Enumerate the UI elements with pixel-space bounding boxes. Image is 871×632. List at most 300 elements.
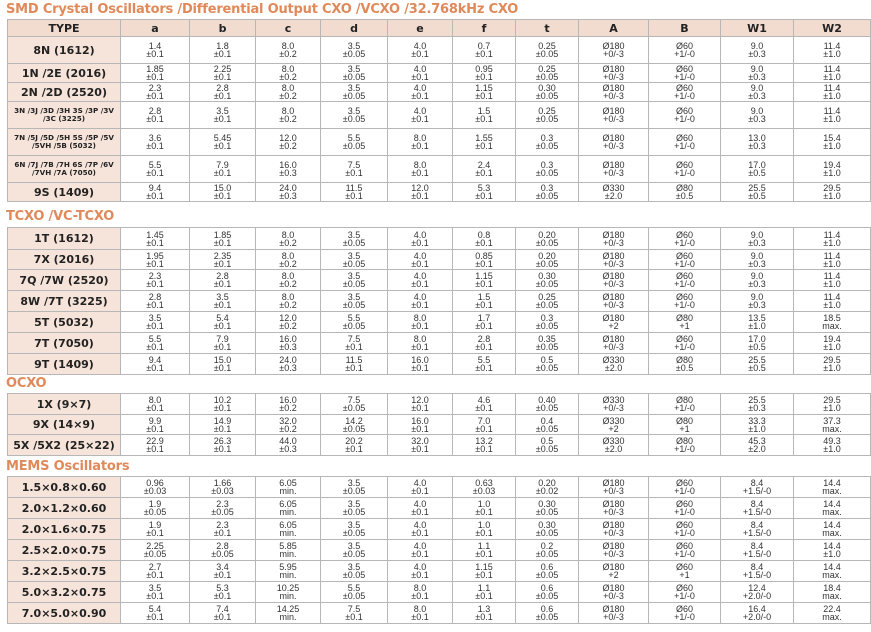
cell-value: Ø60: [675, 478, 693, 488]
cell-tolerance: ±0.1: [411, 363, 429, 373]
cell-value: 3.5: [148, 313, 162, 323]
cell-t: [516, 354, 579, 375]
cell-tolerance: +0/-3: [603, 168, 624, 178]
cell-value: 4.0: [413, 541, 427, 551]
cell-value: 1.5: [477, 106, 491, 116]
cell-tolerance: ±1.0: [823, 168, 841, 178]
cell-f: [453, 102, 516, 129]
cell-value: 5.95: [279, 562, 297, 572]
cell-a: [121, 64, 190, 83]
cell-tolerance: +0/-3: [603, 403, 624, 413]
cell-d: [321, 312, 388, 333]
cell-value: 19.4: [823, 160, 841, 170]
cell-A: [579, 415, 649, 435]
cell-tolerance: +0/-3: [603, 91, 624, 101]
row-type-label: 9S (1409): [8, 183, 121, 202]
cell-tolerance: min.: [279, 549, 297, 559]
cell-tolerance: ±2.0: [748, 444, 766, 454]
row-type-label: 8W /7T (3225): [8, 291, 121, 312]
cell-tolerance: +0/-3: [603, 507, 624, 517]
cell-value: Ø180: [602, 160, 625, 170]
cell-B: [649, 312, 721, 333]
cell-a: [121, 394, 190, 415]
cell-t: [516, 435, 579, 456]
cell-value: 1.0: [477, 520, 491, 530]
cell-tolerance: ±1.0: [823, 444, 841, 454]
cell-tolerance: ±0.1: [213, 141, 232, 151]
cell-value: Ø180: [602, 520, 625, 530]
cell-value: 8.4: [750, 541, 764, 551]
cell-W1: [721, 270, 794, 291]
cell-f: [453, 64, 516, 83]
cell-tolerance: ±0.1: [475, 191, 493, 201]
cell-value: 9.0: [750, 229, 764, 240]
cell-tolerance: ±0.1: [475, 258, 493, 269]
cell-B: [649, 333, 721, 354]
cell-value: 11.4: [823, 271, 841, 281]
cell-tolerance: ±1.0: [823, 72, 841, 82]
cell-tolerance: ±0.1: [213, 114, 232, 124]
cell-f: [453, 228, 516, 250]
cell-value: 8.0: [413, 334, 427, 344]
cell-value: 2.8: [216, 271, 229, 281]
cell-tolerance: ±0.1: [411, 570, 429, 580]
cell-t: [516, 415, 579, 435]
cell-c: [256, 83, 321, 102]
cell-value: 8.0: [148, 395, 162, 405]
cell-W2: [794, 540, 871, 561]
cell-B: [649, 477, 721, 498]
cell-W2: [794, 354, 871, 375]
cell-t: [516, 250, 579, 270]
cell-tolerance: ±0.5: [675, 191, 694, 201]
cell-B: [649, 415, 721, 435]
cell-tolerance: ±0.1: [345, 444, 363, 454]
table-row: [8, 270, 871, 291]
cell-tolerance: ±0.1: [475, 321, 493, 331]
cell-value: 9.4: [148, 355, 162, 365]
cell-tolerance: ±0.3: [279, 191, 297, 201]
cell-a: [121, 83, 190, 102]
cell-value: 5.3: [477, 183, 491, 193]
cell-f: [453, 250, 516, 270]
cell-c: [256, 415, 321, 435]
cell-c: [256, 102, 321, 129]
cell-tolerance: ±0.02: [535, 486, 559, 496]
cell-tolerance: +1/-0: [674, 486, 695, 496]
cell-a: [121, 333, 190, 354]
cell-tolerance: +1/-0: [674, 612, 695, 622]
cell-tolerance: ±1.0: [823, 191, 841, 201]
cell-f: [453, 561, 516, 582]
cell-tolerance: min.: [279, 570, 297, 580]
cell-f: [453, 394, 516, 415]
cell-tolerance: ±0.1: [411, 486, 429, 496]
cell-c: [256, 498, 321, 519]
cell-e: [388, 37, 453, 64]
cell-tolerance: ±0.1: [345, 612, 363, 622]
cell-value: 5.3: [216, 583, 229, 593]
cell-value: 0.30: [538, 520, 556, 530]
cell-tolerance: ±0.05: [535, 444, 559, 454]
cell-value: 1.85: [146, 64, 164, 74]
cell-value: 10.25: [276, 583, 300, 593]
cell-tolerance: ±0.1: [146, 570, 164, 580]
cell-value: 2.8: [216, 541, 229, 551]
cell-value: 0.4: [540, 415, 554, 426]
row-type-label: 2N /2D (2520): [8, 83, 121, 102]
cell-tolerance: ±2.0: [604, 444, 623, 454]
cell-value: 8.0: [413, 583, 427, 593]
cell-c: [256, 519, 321, 540]
cell-tolerance: ±0.2: [279, 49, 297, 59]
cell-tolerance: max.: [822, 507, 842, 517]
row-type-label: 9X (14×9): [8, 415, 121, 435]
cell-value: Ø80: [675, 436, 693, 446]
cell-tolerance: ±0.5: [748, 168, 766, 178]
cell-a: [121, 291, 190, 312]
cell-tolerance: ±0.1: [213, 258, 232, 269]
cell-B: [649, 83, 721, 102]
cell-value: 5.45: [213, 133, 232, 143]
cell-tolerance: ±0.05: [535, 612, 559, 622]
cell-tolerance: ±0.05: [342, 570, 366, 580]
cell-value: 7.9: [216, 160, 229, 170]
cell-value: Ø60: [675, 583, 693, 593]
cell-tolerance: ±1.0: [748, 321, 766, 331]
row-type-label: 1N /2E (2016): [8, 64, 121, 83]
table-row: [8, 415, 871, 435]
row-type-label: 3N /3J /3D /3H 3S /3P /3V /3C (3225): [8, 102, 121, 129]
cell-W1: [721, 37, 794, 64]
column-header: d: [321, 20, 388, 37]
cell-d: [321, 435, 388, 456]
cell-A: [579, 603, 649, 624]
section-title-tcxo: TCXO /VC-TCXO: [6, 209, 115, 224]
cell-B: [649, 228, 721, 250]
cell-tolerance: ±0.1: [213, 91, 232, 101]
cell-tolerance: max.: [822, 486, 842, 496]
cell-t: [516, 129, 579, 156]
cell-value: 18.5: [823, 313, 841, 323]
cell-value: 8.0: [281, 83, 295, 93]
cell-value: Ø60: [675, 541, 693, 551]
cell-value: 7.5: [347, 604, 361, 614]
cell-value: 3.5: [347, 83, 361, 93]
cell-tolerance: ±0.3: [748, 141, 766, 151]
cell-value: 0.5: [540, 355, 554, 365]
cell-tolerance: ±0.05: [211, 507, 234, 517]
cell-tolerance: ±0.1: [411, 114, 429, 124]
cell-value: Ø60: [675, 229, 693, 240]
cell-e: [388, 156, 453, 183]
cell-W1: [721, 354, 794, 375]
cell-B: [649, 291, 721, 312]
cell-tolerance: ±0.1: [213, 49, 232, 59]
cell-tolerance: max.: [822, 528, 842, 538]
cell-value: 5.5: [347, 133, 361, 143]
cell-tolerance: ±0.1: [411, 72, 429, 82]
cell-tolerance: ±0.1: [146, 141, 164, 151]
cell-d: [321, 603, 388, 624]
cell-tolerance: ±0.5: [748, 191, 766, 201]
cell-tolerance: ±0.1: [411, 528, 429, 538]
column-header: b: [190, 20, 256, 37]
cell-tolerance: ±0.3: [748, 279, 766, 289]
table-row: [8, 102, 871, 129]
cell-W1: [721, 415, 794, 435]
cell-value: 11.4: [823, 229, 841, 240]
cell-tolerance: ±0.3: [748, 258, 766, 269]
cell-tolerance: ±1.0: [823, 403, 841, 413]
cell-f: [453, 519, 516, 540]
cell-tolerance: ±0.05: [535, 72, 559, 82]
cell-B: [649, 250, 721, 270]
cell-tolerance: +1.5/-0: [742, 507, 772, 517]
cell-d: [321, 228, 388, 250]
cell-tolerance: ±1.0: [823, 91, 841, 101]
cell-e: [388, 561, 453, 582]
cell-tolerance: +1/-0: [674, 258, 695, 269]
cell-tolerance: ±0.1: [475, 423, 493, 434]
cell-tolerance: ±0.05: [342, 549, 366, 559]
cell-b: [190, 333, 256, 354]
cell-A: [579, 83, 649, 102]
cell-a: [121, 129, 190, 156]
cell-f: [453, 156, 516, 183]
cell-f: [453, 312, 516, 333]
cell-value: 24.0: [279, 183, 297, 193]
column-header: f: [453, 20, 516, 37]
cell-b: [190, 156, 256, 183]
cell-tolerance: ±0.05: [342, 141, 366, 151]
table-row: [8, 183, 871, 202]
cell-value: 2.8: [477, 334, 491, 344]
cell-value: 7.4: [216, 604, 229, 614]
cell-value: 4.0: [413, 271, 427, 281]
row-type-label: 6N /7J /7B /7H 6S /7P /6V /7VH /7A (7050): [8, 156, 121, 183]
cell-tolerance: ±0.05: [342, 528, 366, 538]
cell-b: [190, 270, 256, 291]
cell-value: 3.5: [347, 41, 361, 51]
cell-W1: [721, 540, 794, 561]
cell-A: [579, 477, 649, 498]
cell-W1: [721, 498, 794, 519]
cell-tolerance: ±0.05: [211, 549, 234, 559]
cell-tolerance: +2.0/-0: [742, 612, 772, 622]
cell-B: [649, 603, 721, 624]
cell-tolerance: ±0.2: [279, 403, 297, 413]
cell-value: 0.25: [538, 64, 556, 74]
cell-tolerance: ±0.2: [279, 258, 297, 269]
cell-value: 8.4: [750, 520, 764, 530]
cell-t: [516, 83, 579, 102]
cell-value: Ø180: [602, 271, 625, 281]
cell-tolerance: +0/-3: [603, 528, 624, 538]
cell-tolerance: ±1.0: [823, 342, 841, 352]
cell-value: 3.5: [347, 520, 361, 530]
cell-value: 1.4: [148, 41, 162, 51]
cell-c: [256, 312, 321, 333]
cell-tolerance: +0/-3: [603, 114, 624, 124]
cell-value: 1.3: [477, 604, 491, 614]
cell-value: 10.2: [213, 395, 232, 405]
cell-value: 8.4: [750, 478, 764, 488]
cell-tolerance: ±0.1: [411, 321, 429, 331]
cell-b: [190, 312, 256, 333]
cell-value: Ø180: [602, 583, 625, 593]
cell-value: Ø80: [675, 415, 693, 426]
cell-tolerance: ±0.2: [279, 237, 297, 248]
cell-tolerance: ±0.1: [213, 191, 232, 201]
cell-b: [190, 394, 256, 415]
cell-value: 9.0: [750, 292, 764, 302]
cell-b: [190, 37, 256, 64]
cell-W2: [794, 477, 871, 498]
cell-tolerance: ±1.0: [823, 237, 841, 248]
cell-value: 5.5: [148, 334, 162, 344]
cell-d: [321, 250, 388, 270]
cell-value: 8.4: [750, 562, 764, 572]
cell-tolerance: ±0.1: [475, 279, 493, 289]
cell-tolerance: ±0.1: [475, 444, 493, 454]
cell-value: Ø180: [602, 83, 625, 93]
cell-a: [121, 540, 190, 561]
cell-tolerance: ±2.0: [604, 191, 623, 201]
cell-value: 4.0: [413, 499, 427, 509]
cell-value: 12.0: [279, 313, 297, 323]
cell-a: [121, 270, 190, 291]
cell-tolerance: +0/-3: [603, 49, 624, 59]
cell-tolerance: ±0.05: [535, 403, 559, 413]
table-row: [8, 37, 871, 64]
cell-e: [388, 102, 453, 129]
cell-tolerance: ±0.1: [411, 612, 429, 622]
cell-e: [388, 354, 453, 375]
cell-tolerance: ±0.1: [213, 300, 232, 310]
cell-tolerance: ±0.05: [342, 91, 366, 101]
cell-d: [321, 291, 388, 312]
cell-value: Ø330: [602, 183, 625, 193]
cell-tolerance: ±0.3: [748, 49, 766, 59]
cell-e: [388, 183, 453, 202]
cell-value: 4.0: [413, 106, 427, 116]
cell-tolerance: ±0.1: [345, 342, 363, 352]
cell-value: 7.5: [347, 160, 361, 170]
cell-c: [256, 561, 321, 582]
cell-tolerance: ±0.05: [143, 507, 167, 517]
table-row: [8, 519, 871, 540]
cell-value: 4.0: [413, 478, 427, 488]
cell-tolerance: ±0.1: [475, 141, 493, 151]
cell-e: [388, 228, 453, 250]
cell-value: 6.05: [279, 499, 297, 509]
cell-value: Ø60: [675, 41, 693, 51]
cell-W1: [721, 394, 794, 415]
table-row: [8, 291, 871, 312]
cell-tolerance: +1.5/-0: [742, 486, 772, 496]
cell-value: 14.4: [823, 562, 841, 572]
cell-tolerance: +0/-3: [603, 342, 624, 352]
cell-B: [649, 435, 721, 456]
cell-value: Ø60: [675, 499, 693, 509]
cell-t: [516, 183, 579, 202]
row-type-label: 1T (1612): [8, 228, 121, 250]
cell-W2: [794, 603, 871, 624]
cell-tolerance: ±0.3: [748, 91, 766, 101]
cell-B: [649, 394, 721, 415]
cell-value: 8.0: [413, 160, 427, 170]
cell-value: 14.4: [823, 520, 841, 530]
cell-value: 4.0: [413, 41, 427, 51]
cell-e: [388, 394, 453, 415]
cell-value: 1.85: [213, 229, 232, 240]
cell-value: 12.0: [279, 133, 297, 143]
cell-tolerance: ±0.05: [342, 72, 366, 82]
cell-W2: [794, 270, 871, 291]
table-row: [8, 561, 871, 582]
table-row: [8, 498, 871, 519]
cell-W2: [794, 250, 871, 270]
cell-value: 22.4: [823, 604, 841, 614]
cell-tolerance: +0/-3: [603, 279, 624, 289]
cell-value: 14.4: [823, 499, 841, 509]
table-row: [8, 333, 871, 354]
cell-d: [321, 270, 388, 291]
cell-W2: [794, 394, 871, 415]
cell-t: [516, 312, 579, 333]
cell-tolerance: +0/-3: [603, 141, 624, 151]
cell-value: Ø80: [675, 313, 693, 323]
cell-tolerance: ±0.3: [748, 72, 766, 82]
cell-tolerance: ±0.1: [411, 279, 429, 289]
cell-value: 4.0: [413, 250, 427, 261]
cell-tolerance: ±0.1: [475, 612, 493, 622]
cell-tolerance: +1/-0: [674, 168, 695, 178]
cell-tolerance: ±0.1: [213, 612, 232, 622]
cell-value: 12.0: [411, 183, 429, 193]
cell-c: [256, 228, 321, 250]
cell-W1: [721, 333, 794, 354]
cell-tolerance: +0/-3: [603, 300, 624, 310]
cell-value: 20.2: [345, 436, 363, 446]
cell-tolerance: ±0.05: [535, 342, 559, 352]
cell-f: [453, 582, 516, 603]
cell-value: 9.0: [750, 106, 764, 116]
cell-A: [579, 354, 649, 375]
cell-A: [579, 250, 649, 270]
cell-value: 0.35: [538, 334, 556, 344]
cell-value: 9.0: [750, 64, 764, 74]
cell-t: [516, 498, 579, 519]
cell-value: 8.0: [281, 250, 295, 261]
cell-t: [516, 540, 579, 561]
cell-value: 3.5: [216, 292, 229, 302]
cell-value: 14.9: [213, 415, 232, 426]
cell-value: 5.5: [347, 313, 361, 323]
cell-tolerance: ±0.1: [146, 444, 164, 454]
cell-e: [388, 64, 453, 83]
cell-value: Ø180: [602, 133, 625, 143]
cell-a: [121, 561, 190, 582]
cell-t: [516, 582, 579, 603]
cell-tolerance: ±0.1: [213, 570, 232, 580]
cell-tolerance: +2: [608, 570, 619, 580]
cell-f: [453, 354, 516, 375]
cell-t: [516, 561, 579, 582]
cell-c: [256, 129, 321, 156]
cell-value: 2.7: [148, 562, 162, 572]
